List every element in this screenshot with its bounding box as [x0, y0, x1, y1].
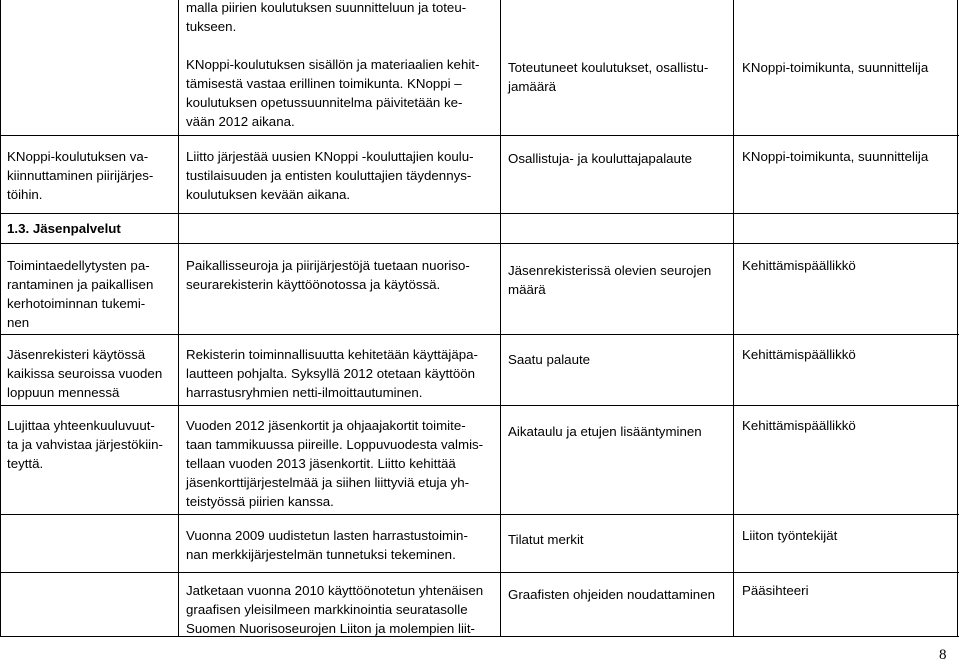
table-cell-actions: Rekisterin toiminnallisuutta kehitetään käyttäjäpa- lautteen pohjalta. Syksyllä 2012 otetaan käyttöön harrastusryhmien netti-ilmoittautuminen.: [186, 347, 478, 400]
table-cell-indicator: Graafisten ohjeiden noudattaminen: [508, 587, 715, 602]
table-row-divider: [0, 243, 959, 244]
table-cell-goal: KNoppi-koulutuksen va- kiinnuttaminen piirijärjes- töihin.: [7, 149, 154, 202]
table-cell-responsible: Kehittämispäällikkö: [742, 258, 856, 273]
table-cell-responsible: Liiton työntekijät: [742, 528, 838, 543]
table-row-divider: [0, 213, 959, 214]
table-border-left: [0, 0, 1, 637]
table-cell-responsible: KNoppi-toimikunta, suunnittelija: [742, 60, 929, 75]
table-cell-responsible: Pääsihteeri: [742, 583, 809, 598]
table-row-divider: [0, 135, 959, 136]
table-cell-indicator: Aikataulu ja etujen lisääntyminen: [508, 424, 702, 439]
table-cell-goal: Toimintaedellytysten pa- rantaminen ja paikallisen kerhotoiminnan tukemi- nen: [7, 258, 154, 330]
table-cell-actions: malla piirien koulutuksen suunnitteluun ja toteu- tukseen. KNoppi-koulutuksen sisällön ja materiaalien kehit- tämisestä vastaa erillinen toimikunta. KNoppi – koulutuksen opetussuunnitelma päivitetään ke- vään 2012 aikana.: [186, 0, 480, 129]
table-cell-indicator: Jäsenrekisterissä olevien seurojen määrä: [508, 263, 712, 297]
table-cell-actions: Liitto järjestää uusien KNoppi -kouluttajien koulu- tustilaisuuden ja entisten kouluttajien täydennys- koulutuksen kevään aikana.: [186, 149, 474, 202]
table-cell-indicator: Saatu palaute: [508, 352, 591, 367]
table-cell-indicator: Osallistuja- ja kouluttajapalaute: [508, 151, 693, 166]
table-cell-responsible: KNoppi-toimikunta, suunnittelija: [742, 149, 929, 164]
table-column-divider: [178, 0, 179, 637]
table-row-divider: [0, 514, 959, 515]
table-cell-indicator: Toteutuneet koulutukset, osallistu- jamäärä: [508, 60, 709, 94]
table-border-right: [957, 0, 958, 637]
table-cell-actions: Vuonna 2009 uudistetun lasten harrastustoimin- nan merkkijärjestelmän tunnetuksi tekeminen.: [186, 528, 468, 562]
table-column-divider: [733, 0, 734, 637]
table-cell-indicator: Tilatut merkit: [508, 532, 584, 547]
table-cell-responsible: Kehittämispäällikkö: [742, 347, 856, 362]
table-column-divider: [500, 0, 501, 637]
table-row-divider: [0, 334, 959, 335]
table-cell-responsible: Kehittämispäällikkö: [742, 418, 856, 433]
section-heading: 1.3. Jäsenpalvelut: [7, 221, 121, 236]
table-cell-actions: Jatketaan vuonna 2010 käyttöönotetun yhtenäisen graafisen yleisilmeen markkinointia seuratasolle Suomen Nuorisoseurojen Liiton ja molempien liit-: [186, 583, 484, 636]
page-number: 8: [939, 647, 947, 663]
table-row-divider: [0, 572, 959, 573]
table-row-divider: [0, 405, 959, 406]
table-cell-goal: Lujittaa yhteenkuuluvuut- ta ja vahvistaa järjestökiin- teyttä.: [7, 418, 163, 471]
table-cell-actions: Paikallisseuroja ja piirijärjestöjä tuetaan nuoriso- seurarekisterin käyttöönotossa ja käytössä.: [186, 258, 470, 292]
table-cell-actions: Vuoden 2012 jäsenkortit ja ohjaajakortit toimite- taan tammikuussa piireille. Loppuvuodesta valmis- tellaan vuoden 2013 jäsenkortit. Liitto kehittää jäsenkorttijärjestelmää ja siihen liittyviä etuja yh- teistyössä piirien kanssa.: [186, 418, 484, 509]
table-cell-goal: Jäsenrekisteri käytössä kaikissa seuroissa vuoden loppuun mennessä: [7, 347, 163, 400]
